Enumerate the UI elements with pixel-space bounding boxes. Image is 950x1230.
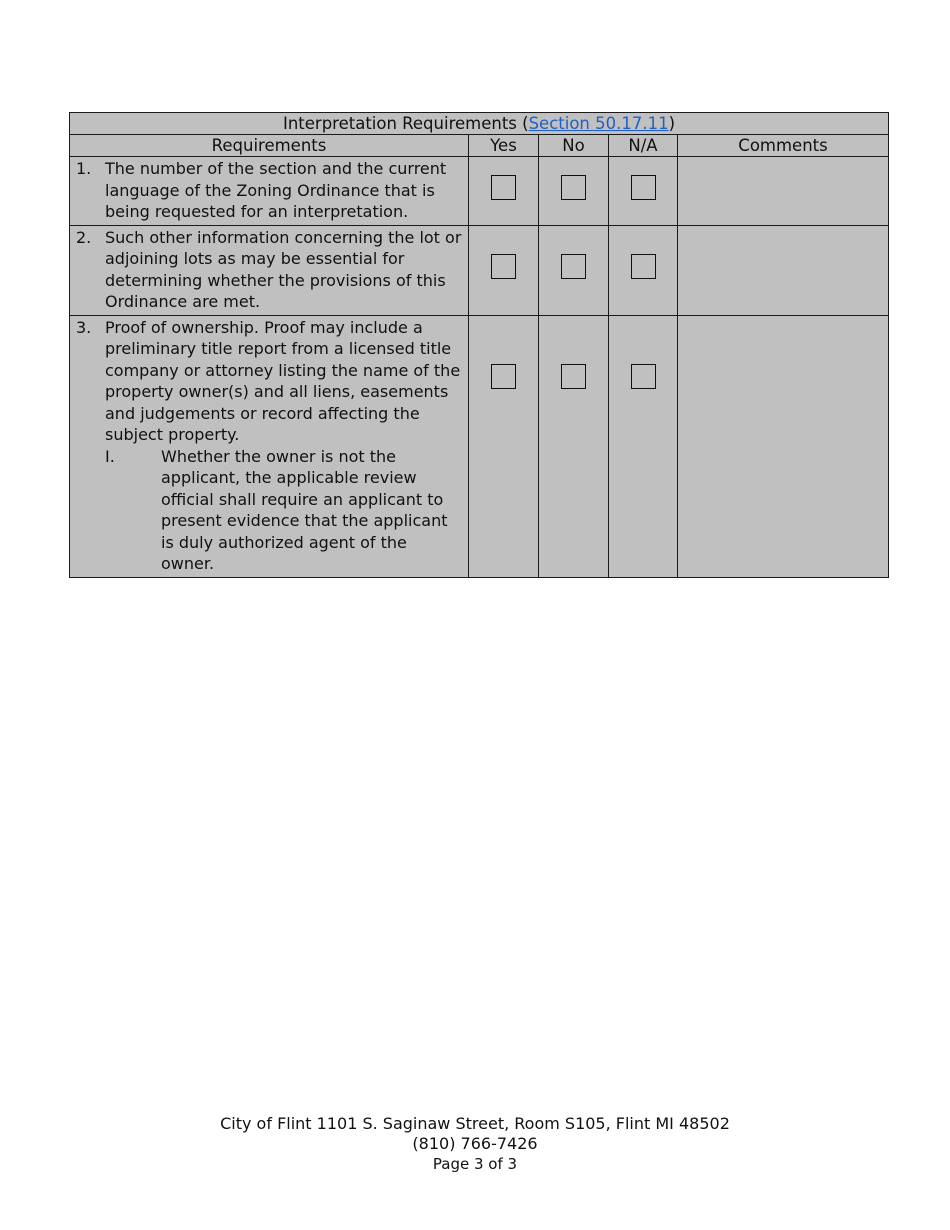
na-cell bbox=[609, 225, 678, 315]
header-na: N/A bbox=[609, 135, 678, 157]
sub-requirement-number: I. bbox=[105, 446, 115, 466]
table-row bbox=[70, 157, 889, 226]
comments-field[interactable] bbox=[678, 315, 889, 577]
table-title-prefix: Interpretation Requirements ( bbox=[282, 114, 529, 133]
table-row bbox=[70, 225, 889, 315]
comments-field[interactable] bbox=[678, 225, 889, 315]
table-title bbox=[70, 113, 889, 135]
no-cell bbox=[539, 225, 609, 315]
interpretation-requirements-table bbox=[69, 112, 889, 578]
yes-checkbox[interactable] bbox=[491, 254, 516, 279]
requirement-number: 3. bbox=[76, 317, 92, 337]
yes-cell bbox=[469, 225, 539, 315]
requirement-cell bbox=[70, 225, 469, 315]
requirement-text: Such other information concerning the lot or adjoining lots as may be essential for determining whether the provisions of this Ordinance are met. bbox=[105, 227, 462, 311]
yes-cell bbox=[469, 315, 539, 577]
header-no: No bbox=[539, 135, 609, 157]
header-comments: Comments bbox=[678, 135, 889, 157]
na-checkbox[interactable] bbox=[631, 175, 656, 200]
no-checkbox[interactable] bbox=[561, 364, 586, 389]
table-row bbox=[70, 315, 889, 577]
yes-checkbox[interactable] bbox=[491, 175, 516, 200]
na-checkbox[interactable] bbox=[631, 364, 656, 389]
na-checkbox[interactable] bbox=[631, 254, 656, 279]
table-header-row bbox=[70, 135, 889, 157]
yes-checkbox[interactable] bbox=[491, 364, 516, 389]
requirement-cell bbox=[70, 315, 469, 577]
no-cell bbox=[539, 157, 609, 226]
page-footer bbox=[0, 1114, 950, 1174]
requirement-cell bbox=[70, 157, 469, 226]
table-title-suffix: ) bbox=[668, 114, 676, 133]
footer-phone: (810) 766-7426 bbox=[412, 1134, 538, 1153]
comments-field[interactable] bbox=[678, 157, 889, 226]
no-checkbox[interactable] bbox=[561, 175, 586, 200]
section-link[interactable]: Section 50.17.11 bbox=[528, 114, 669, 133]
no-checkbox[interactable] bbox=[561, 254, 586, 279]
footer-address: City of Flint 1101 S. Saginaw Street, Room S105, Flint MI 48502 bbox=[220, 1114, 730, 1133]
header-yes: Yes bbox=[469, 135, 539, 157]
requirement-number: 1. bbox=[76, 159, 92, 178]
yes-cell bbox=[469, 157, 539, 226]
table-title-row bbox=[70, 113, 889, 135]
na-cell bbox=[609, 157, 678, 226]
requirement-text: Proof of ownership. Proof may include a preliminary title report from a licensed title company or attorney listing the name of the property owner(s) and all liens, easements and judgements or record affecting the subject property. bbox=[105, 317, 461, 444]
requirement-number: 2. bbox=[76, 227, 92, 247]
sub-requirement-text: Whether the owner is not the applicant, the applicable review official shall require an applicant to present evidence that the applicant is duly authorized agent of the owner. bbox=[161, 446, 448, 573]
no-cell bbox=[539, 315, 609, 577]
requirement-text: The number of the section and the current language of the Zoning Ordinance that is being requested for an interpretation. bbox=[105, 159, 447, 221]
na-cell bbox=[609, 315, 678, 577]
header-requirements: Requirements bbox=[70, 135, 469, 157]
footer-page-number: Page 3 of 3 bbox=[432, 1155, 518, 1173]
